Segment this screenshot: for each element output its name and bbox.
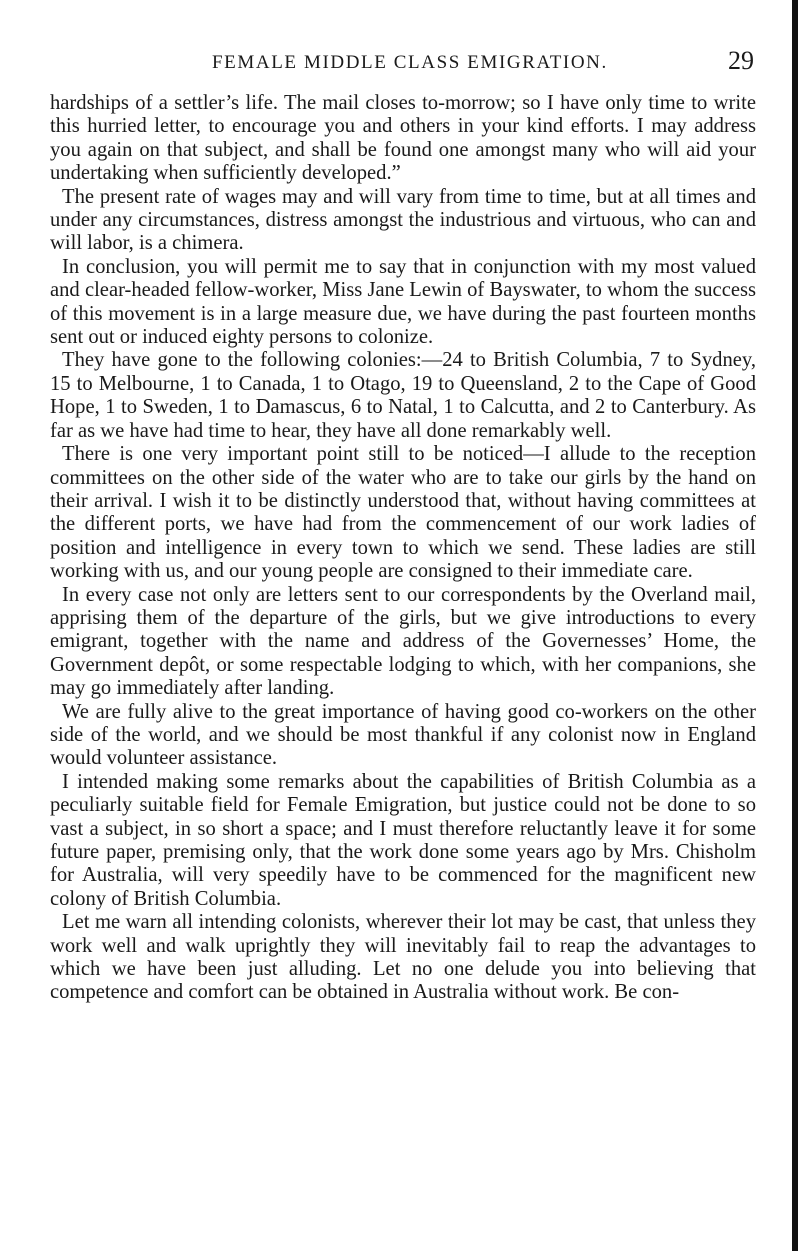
paragraph-warning: Let me warn all intending colonists, wherever their lot may be cast, that unless they work well and walk uprightly they will inevitably fail to reap the advantages to which we have been just alluding. Let no one delude you into believing that competence and comfort can be obtained in Australia without work. Be con- xyxy=(50,911,756,1004)
paragraph-continuation: hardships of a settler’s life. The mail closes to-morrow; so I have only time to write this hurried letter, to encourage you and others in your kind efforts. I may address you again on that subject, and shall be found one amongst many who will aid your undertaking when sufficiently developed.” xyxy=(50,92,756,185)
paragraph-reception-committees: There is one very important point still to be noticed—I allude to the reception committees on the other side of the water who are to take our girls by the hand on their arrival. I wish it to be distinctly understood that, without having committees at the different ports, we have had from the commencement of our work ladies of position and intelligence in every town to which we send. These ladies are still working with us, and our young people are consigned to their immediate care. xyxy=(50,443,756,583)
paragraph-british-columbia: I intended making some remarks about the capabilities of British Columbia as a peculiarly suitable field for Female Emigration, but justice could not be done to so vast a subject, in so short a space; and I must therefore reluctantly leave it for some future paper, premising only, that the work done some years ago by Mrs. Chisholm for Australia, will very speedily have to be commenced for the magnificent new colony of British Columbia. xyxy=(50,770,756,910)
paragraph-conclusion: In conclusion, you will permit me to say that in conjunction with my most valued and clear-headed fellow-worker, Miss Jane Lewin of Bayswater, to whom the success of this movement is in a large measure due, we have during the past fourteen months sent out or induced eighty persons to colonize. xyxy=(50,255,756,349)
running-head xyxy=(52,46,756,78)
body-text xyxy=(50,92,756,1005)
paragraph-colonies: They have gone to the following colonies:—24 to British Columbia, 7 to Sydney, 15 to Melbourne, 1 to Canada, 1 to Otago, 19 to Queensland, 2 to the Cape of Good Hope, 1 to Sweden, 1 to Damascus, 6 to Natal, 1 to Calcutta, and 2 to Canterbury. As far as we have had time to hear, they have all done remarkably well. xyxy=(50,349,756,442)
paragraph-co-workers: We are fully alive to the great importance of having good co-workers on the other side of the world, and we should be most thankful if any colonist now in England would volunteer assistance. xyxy=(50,700,756,770)
paragraph-letters: In every case not only are letters sent to our correspondents by the Overland mail, apprising them of the departure of the girls, but we give introductions to every emigrant, together with the name and address of the Governesses’ Home, the Government depôt, or some respectable lodging to which, with her companions, she may go immediately after landing. xyxy=(50,583,756,700)
page-edge-rule xyxy=(792,0,798,1251)
running-title: FEMALE MIDDLE CLASS EMIGRATION. xyxy=(212,52,608,73)
paragraph-wages: The present rate of wages may and will vary from time to time, but at all times and under any circumstances, distress amongst the industrious and virtuous, who can and will labor, is a chimera. xyxy=(50,185,756,255)
page-number: 29 xyxy=(728,46,754,75)
